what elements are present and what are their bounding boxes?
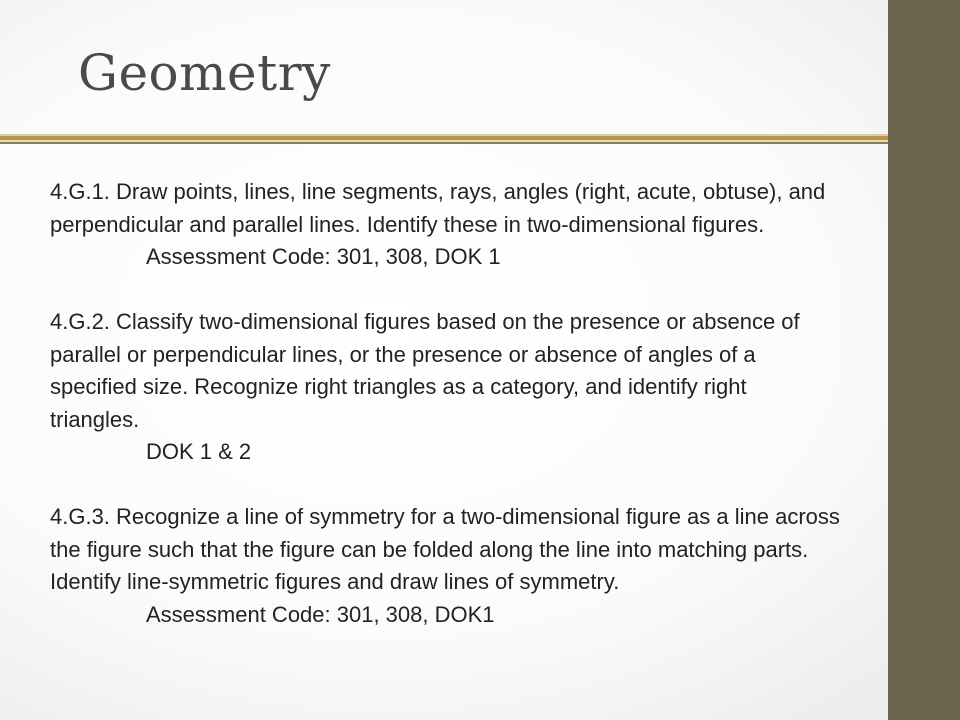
title-divider	[0, 134, 888, 145]
standard-text: 4.G.1. Draw points, lines, line segments, rays, angles (right, acute, obtuse), and perpendicular and parallel lines. Identify these in two-dimensional figures.	[50, 179, 826, 237]
side-accent-bar	[888, 0, 960, 720]
standard-text: 4.G.3. Recognize a line of symmetry for a two-dimensional figure as a line across the figure such that the figure can be folded along the line into matching parts. Identify line-symmetric figures and draw lines of symmetry.	[50, 504, 840, 594]
standard-4g1	[50, 176, 840, 274]
standard-4g2	[50, 306, 840, 469]
assessment-code: Assessment Code: 301, 308, DOK1	[146, 601, 495, 627]
standard-4g3	[50, 501, 840, 631]
assessment-code: Assessment Code: 301, 308, DOK 1	[146, 244, 501, 269]
slide-title: Geometry	[78, 44, 331, 102]
assessment-code: DOK 1 & 2	[146, 439, 252, 464]
standard-text: 4.G.2. Classify two-dimensional figures based on the presence or absence of parallel or perpendicular lines, or the presence or absence of angles of a specified size. Recognize right triangles as a category, and identify right triangles.	[50, 309, 800, 432]
slide-body	[50, 176, 840, 631]
